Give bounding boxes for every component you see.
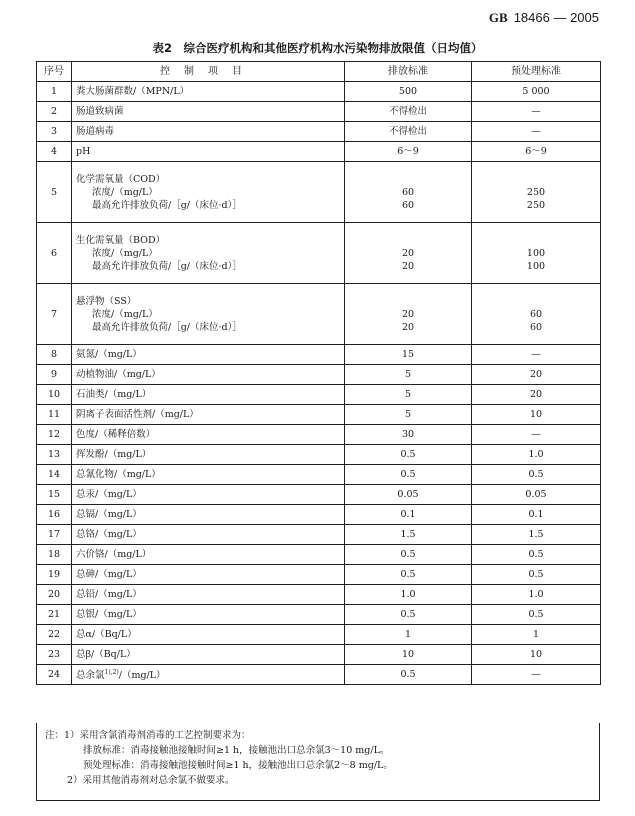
row-emission-value: 1.0 — [345, 585, 472, 605]
row-emission-value: 10 — [345, 645, 472, 665]
row-item-label: 肠道病毒 — [76, 126, 115, 137]
row-item — [72, 142, 345, 162]
table-row — [37, 405, 601, 425]
subitem-emission-value: 60 — [401, 186, 415, 198]
table-row — [37, 525, 601, 545]
row-number: 20 — [37, 585, 72, 605]
note-line: 排放标准：消毒接触池接触时间≥1 h，接触池出口总余氯3～10 mg/L。 — [83, 745, 390, 756]
note-line: 注：1）采用含氯消毒剂消毒的工艺控制要求为： — [45, 730, 251, 741]
column-header-emission: 排放标准 — [345, 62, 472, 82]
table-notes — [36, 723, 600, 801]
table-row — [37, 585, 601, 605]
row-pretreatment-value: 0.05 — [472, 485, 601, 505]
row-item-heading: 生化需氧量（BOD） — [76, 234, 166, 246]
subitem-pretreatment-value: 60 — [529, 321, 543, 333]
row-item-unit: /（mg/L） — [118, 670, 166, 682]
row-number: 12 — [37, 425, 72, 445]
standard-number: 18466 — 2005 — [513, 10, 599, 25]
row-item-label: 总汞/（mg/L） — [76, 489, 142, 500]
subitem-emission-value: 20 — [401, 247, 415, 259]
subitem-emission-value: 20 — [401, 321, 415, 333]
row-item — [72, 565, 345, 585]
row-number: 23 — [37, 645, 72, 665]
row-subitem-label: 最高允许排放负荷/［g/（床位·d）］ — [92, 199, 242, 211]
row-item — [72, 445, 345, 465]
row-emission-value: 0.5 — [345, 665, 472, 685]
row-number: 1 — [37, 82, 72, 102]
row-item-label: 粪大肠菌群数/（MPN/L） — [76, 86, 190, 97]
table-row — [37, 345, 601, 365]
row-item-label: 总铅/（mg/L） — [76, 589, 142, 600]
row-item-label: pH — [76, 146, 91, 157]
table-row — [37, 625, 601, 645]
row-emission-value: 0.5 — [345, 445, 472, 465]
row-item-heading: 化学需氧量（COD） — [76, 173, 166, 185]
table-row — [37, 142, 601, 162]
row-number: 17 — [37, 525, 72, 545]
row-item-label: 总β/（Bq/L） — [76, 649, 136, 660]
row-pretreatment-value: 10 — [472, 405, 601, 425]
row-pretreatment-value — [472, 162, 601, 223]
row-pretreatment-value: — — [472, 665, 601, 685]
row-number: 2 — [37, 102, 72, 122]
table-row — [37, 545, 601, 565]
row-number: 5 — [37, 162, 72, 223]
row-item — [72, 665, 345, 685]
footnote-marker: 1),2) — [104, 669, 119, 677]
row-pretreatment-value: 20 — [472, 365, 601, 385]
standard-prefix: GB — [488, 10, 508, 25]
row-pretreatment-value: — — [472, 122, 601, 142]
row-item — [72, 82, 345, 102]
row-pretreatment-value: 20 — [472, 385, 601, 405]
note-line: 预处理标准：消毒接触池接触时间≥1 h，接触池出口总余氯2～8 mg/L。 — [83, 760, 393, 771]
row-emission-value: 不得检出 — [345, 102, 472, 122]
table-row — [37, 102, 601, 122]
row-emission-value — [345, 162, 472, 223]
emission-limits-table — [36, 61, 601, 685]
row-item — [72, 223, 345, 284]
row-item — [72, 585, 345, 605]
row-pretreatment-value: 1 — [472, 625, 601, 645]
row-item — [72, 385, 345, 405]
row-item — [72, 122, 345, 142]
table-body — [37, 82, 601, 685]
row-emission-value: 不得检出 — [345, 122, 472, 142]
row-number: 21 — [37, 605, 72, 625]
row-pretreatment-value: — — [472, 425, 601, 445]
row-emission-value — [345, 223, 472, 284]
row-item-label: 总砷/（mg/L） — [76, 569, 142, 580]
row-emission-value: 0.5 — [345, 545, 472, 565]
column-header-number: 序号 — [37, 62, 72, 82]
row-item — [72, 625, 345, 645]
row-subitem-label: 浓度/（mg/L） — [92, 186, 158, 198]
table-row — [37, 365, 601, 385]
row-number: 9 — [37, 365, 72, 385]
table-row — [37, 505, 601, 525]
row-item — [72, 465, 345, 485]
row-item — [72, 505, 345, 525]
row-pretreatment-value: 1.0 — [472, 585, 601, 605]
row-emission-value — [345, 284, 472, 345]
row-emission-value: 0.1 — [345, 505, 472, 525]
row-number: 10 — [37, 385, 72, 405]
row-pretreatment-value: 6～9 — [472, 142, 601, 162]
row-pretreatment-value — [472, 223, 601, 284]
row-emission-value: 0.05 — [345, 485, 472, 505]
row-item-label: 总α/（Bq/L） — [76, 629, 137, 640]
row-item-label: 总铬/（mg/L） — [76, 529, 142, 540]
row-number: 4 — [37, 142, 72, 162]
standard-code — [489, 10, 599, 26]
row-emission-value: 0.5 — [345, 565, 472, 585]
row-pretreatment-value: 0.5 — [472, 545, 601, 565]
table-row — [37, 665, 601, 685]
row-item — [72, 605, 345, 625]
row-item-label: 肠道致病菌 — [76, 106, 124, 117]
table-row — [37, 122, 601, 142]
row-pretreatment-value: 5 000 — [472, 82, 601, 102]
row-item — [72, 162, 345, 223]
row-number: 13 — [37, 445, 72, 465]
row-subitem-label: 浓度/（mg/L） — [92, 247, 158, 259]
row-number: 6 — [37, 223, 72, 284]
row-number: 3 — [37, 122, 72, 142]
row-pretreatment-value: 1.0 — [472, 445, 601, 465]
row-emission-value: 500 — [345, 82, 472, 102]
row-emission-value: 6～9 — [345, 142, 472, 162]
row-number: 7 — [37, 284, 72, 345]
row-item — [72, 365, 345, 385]
row-pretreatment-value — [472, 284, 601, 345]
row-item-label: 总镉/（mg/L） — [76, 509, 142, 520]
row-pretreatment-value: 0.5 — [472, 465, 601, 485]
row-number: 24 — [37, 665, 72, 685]
table-row — [37, 223, 601, 284]
row-number: 16 — [37, 505, 72, 525]
row-number: 15 — [37, 485, 72, 505]
row-item — [72, 545, 345, 565]
row-item — [72, 102, 345, 122]
row-number: 18 — [37, 545, 72, 565]
row-pretreatment-value: 0.5 — [472, 565, 601, 585]
subitem-emission-value: 60 — [401, 199, 415, 211]
row-emission-value: 15 — [345, 345, 472, 365]
row-item-label: 六价铬/（mg/L） — [76, 549, 152, 560]
row-emission-value: 30 — [345, 425, 472, 445]
row-item — [72, 645, 345, 665]
row-emission-value: 5 — [345, 385, 472, 405]
row-number: 19 — [37, 565, 72, 585]
row-item — [72, 345, 345, 365]
row-pretreatment-value: 0.1 — [472, 505, 601, 525]
row-item-label: 色度/（稀释倍数） — [76, 429, 156, 440]
column-header-item: 控制项目 — [72, 62, 345, 82]
table-row — [37, 82, 601, 102]
row-subitem-label: 最高允许排放负荷/［g/（床位·d）］ — [92, 260, 242, 272]
row-emission-value: 0.5 — [345, 465, 472, 485]
row-item-label: 总银/（mg/L） — [76, 609, 142, 620]
table-row — [37, 445, 601, 465]
row-item-label: 总氰化物/（mg/L） — [76, 469, 161, 480]
row-item — [72, 425, 345, 445]
row-emission-value: 0.5 — [345, 605, 472, 625]
subitem-emission-value: 20 — [401, 308, 415, 320]
subitem-pretreatment-value: 100 — [526, 260, 546, 272]
table-row — [37, 162, 601, 223]
subitem-pretreatment-value: 100 — [526, 247, 546, 259]
table-row — [37, 645, 601, 665]
row-pretreatment-value: 10 — [472, 645, 601, 665]
table-row — [37, 284, 601, 345]
table-row — [37, 465, 601, 485]
row-number: 11 — [37, 405, 72, 425]
table-row — [37, 425, 601, 445]
row-item — [72, 405, 345, 425]
table-row — [37, 565, 601, 585]
row-emission-value: 1.5 — [345, 525, 472, 545]
column-header-pretreatment: 预处理标准 — [472, 62, 601, 82]
table-row — [37, 485, 601, 505]
table-row — [37, 385, 601, 405]
row-item — [72, 284, 345, 345]
subitem-emission-value: 20 — [401, 260, 415, 272]
table-row — [37, 605, 601, 625]
row-number: 14 — [37, 465, 72, 485]
row-item-heading: 悬浮物（SS） — [76, 295, 137, 307]
row-item-label: 氨氮/（mg/L） — [76, 349, 142, 360]
row-item-label: 挥发酚/（mg/L） — [76, 449, 152, 460]
row-item-label: 石油类/（mg/L） — [76, 389, 152, 400]
subitem-pretreatment-value: 60 — [529, 308, 543, 320]
row-emission-value: 5 — [345, 365, 472, 385]
subitem-pretreatment-value: 250 — [526, 186, 546, 198]
row-pretreatment-value: 0.5 — [472, 605, 601, 625]
row-pretreatment-value: — — [472, 345, 601, 365]
row-emission-value: 5 — [345, 405, 472, 425]
row-pretreatment-value: — — [472, 102, 601, 122]
note-line: 2）采用其他消毒剂对总余氯不做要求。 — [67, 775, 235, 786]
row-subitem-label: 浓度/（mg/L） — [92, 308, 158, 320]
row-item-label: 阴离子表面活性剂/（mg/L） — [76, 409, 199, 420]
row-emission-value: 1 — [345, 625, 472, 645]
row-item — [72, 525, 345, 545]
row-number: 22 — [37, 625, 72, 645]
row-number: 8 — [37, 345, 72, 365]
row-item — [72, 485, 345, 505]
row-item-label: 总余氯 — [76, 670, 105, 682]
table-caption: 表2 综合医疗机构和其他医疗机构水污染物排放限值（日均值） — [152, 41, 483, 55]
subitem-pretreatment-value: 250 — [526, 199, 546, 211]
row-pretreatment-value: 1.5 — [472, 525, 601, 545]
row-subitem-label: 最高允许排放负荷/［g/（床位·d）］ — [92, 321, 242, 333]
row-item-label: 动植物油/（mg/L） — [76, 369, 161, 380]
